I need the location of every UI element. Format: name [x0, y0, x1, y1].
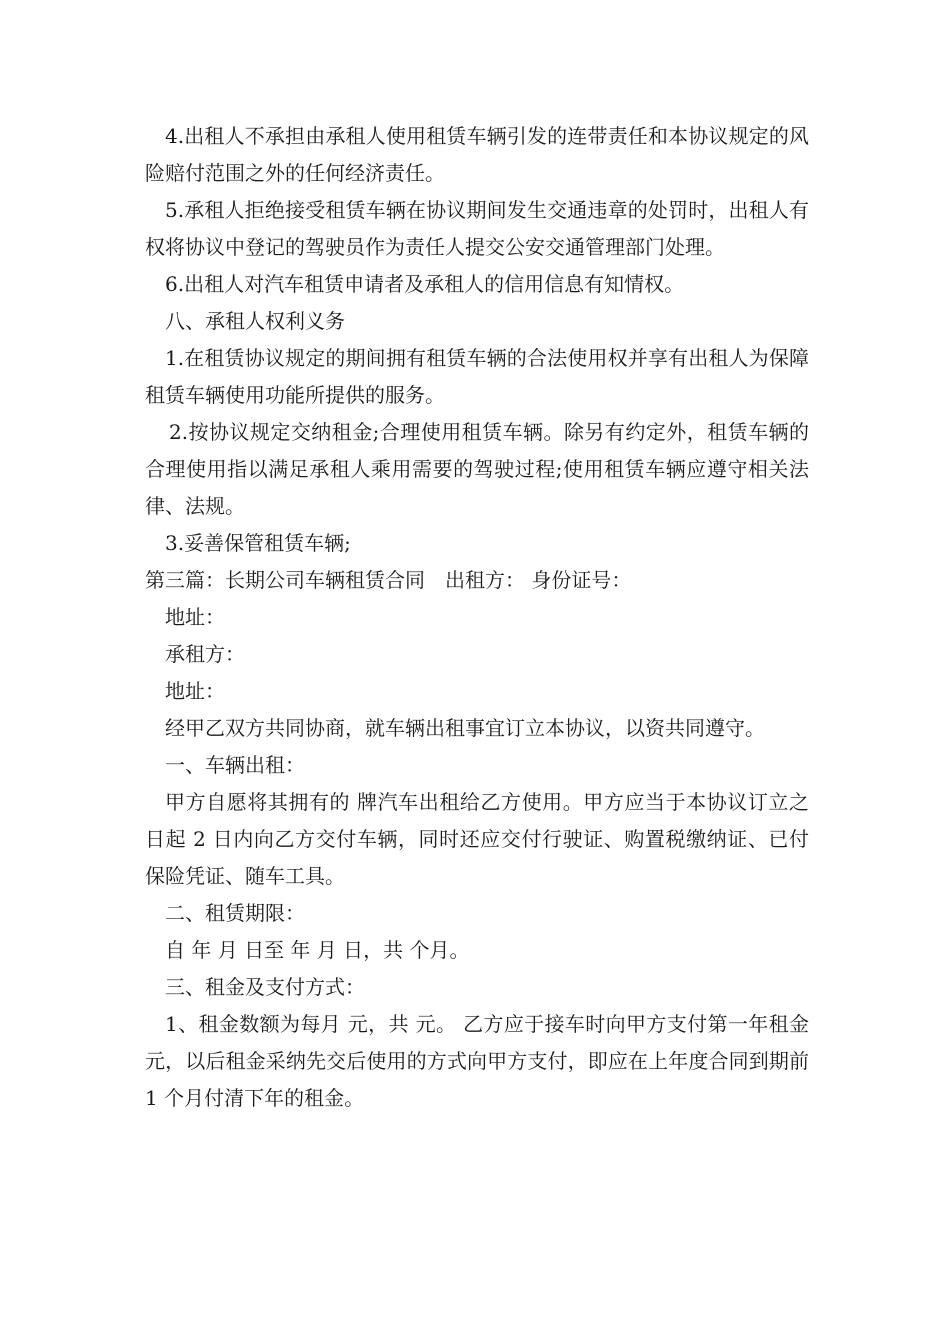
paragraph-agreement-intro: 经甲乙双方共同协商，就车辆出租事宜订立本协议，以资共同遵守。: [165, 716, 765, 740]
section-heading-lease-term: 二、租赁期限：: [165, 901, 305, 925]
lessee-address-line: 地址：: [165, 679, 225, 703]
contract-title-line: 第三篇：长期公司车辆租赁合同 出租方： 身份证号：: [145, 568, 632, 592]
paragraph-rent-amount: 1、租金数额为每月 元，共 元。 乙方应于接车时向甲方支付第一年租金元，以后租金采纳先交后使用的方式向甲方支付，即应在上年度合同到期前 1 个月付清下年的租金。: [145, 1012, 809, 1110]
section-heading-vehicle-rental: 一、车辆出租：: [165, 753, 305, 777]
paragraph-lessor-liability: 4.出租人不承担由承租人使用租赁车辆引发的连带责任和本协议规定的风险赔付范围之外的任何经济责任。: [145, 124, 809, 185]
section-heading-rent-payment: 三、租金及支付方式：: [165, 975, 365, 999]
document-body: [145, 118, 809, 1117]
lessor-address-line: 地址：: [165, 605, 225, 629]
lessee-line: 承租方：: [165, 642, 245, 666]
paragraph-lessee-right-3: 3.妥善保管租赁车辆;: [165, 531, 351, 555]
paragraph-credit-info: 6.出租人对汽车租赁申请者及承租人的信用信息有知情权。: [165, 272, 685, 296]
paragraph-lessee-right-2: 2.按协议规定交纳租金;合理使用租赁车辆。除另有约定外，租赁车辆的合理使用指以满足承租人乘用需要的驾驶过程;使用租赁车辆应遵守相关法律、法规。: [145, 420, 809, 518]
paragraph-lessee-right-1: 1.在租赁协议规定的期间拥有租赁车辆的合法使用权并享有出租人为保障租赁车辆使用功能所提供的服务。: [145, 346, 809, 407]
paragraph-vehicle-rental: 甲方自愿将其拥有的 牌汽车出租给乙方使用。甲方应当于本协议订立之日起 2 日内向乙方交付车辆，同时还应交付行驶证、购置税缴纳证、已付保险凭证、随车工具。: [145, 790, 809, 888]
section-heading-lessee-rights: 八、承租人权利义务: [165, 309, 345, 333]
paragraph-traffic-violation: 5.承租人拒绝接受租赁车辆在协议期间发生交通违章的处罚时，出租人有权将协议中登记的驾驶员作为责任人提交公安交通管理部门处理。: [145, 198, 809, 259]
paragraph-lease-term: 自 年 月 日至 年 月 日，共 个月。: [165, 938, 470, 962]
